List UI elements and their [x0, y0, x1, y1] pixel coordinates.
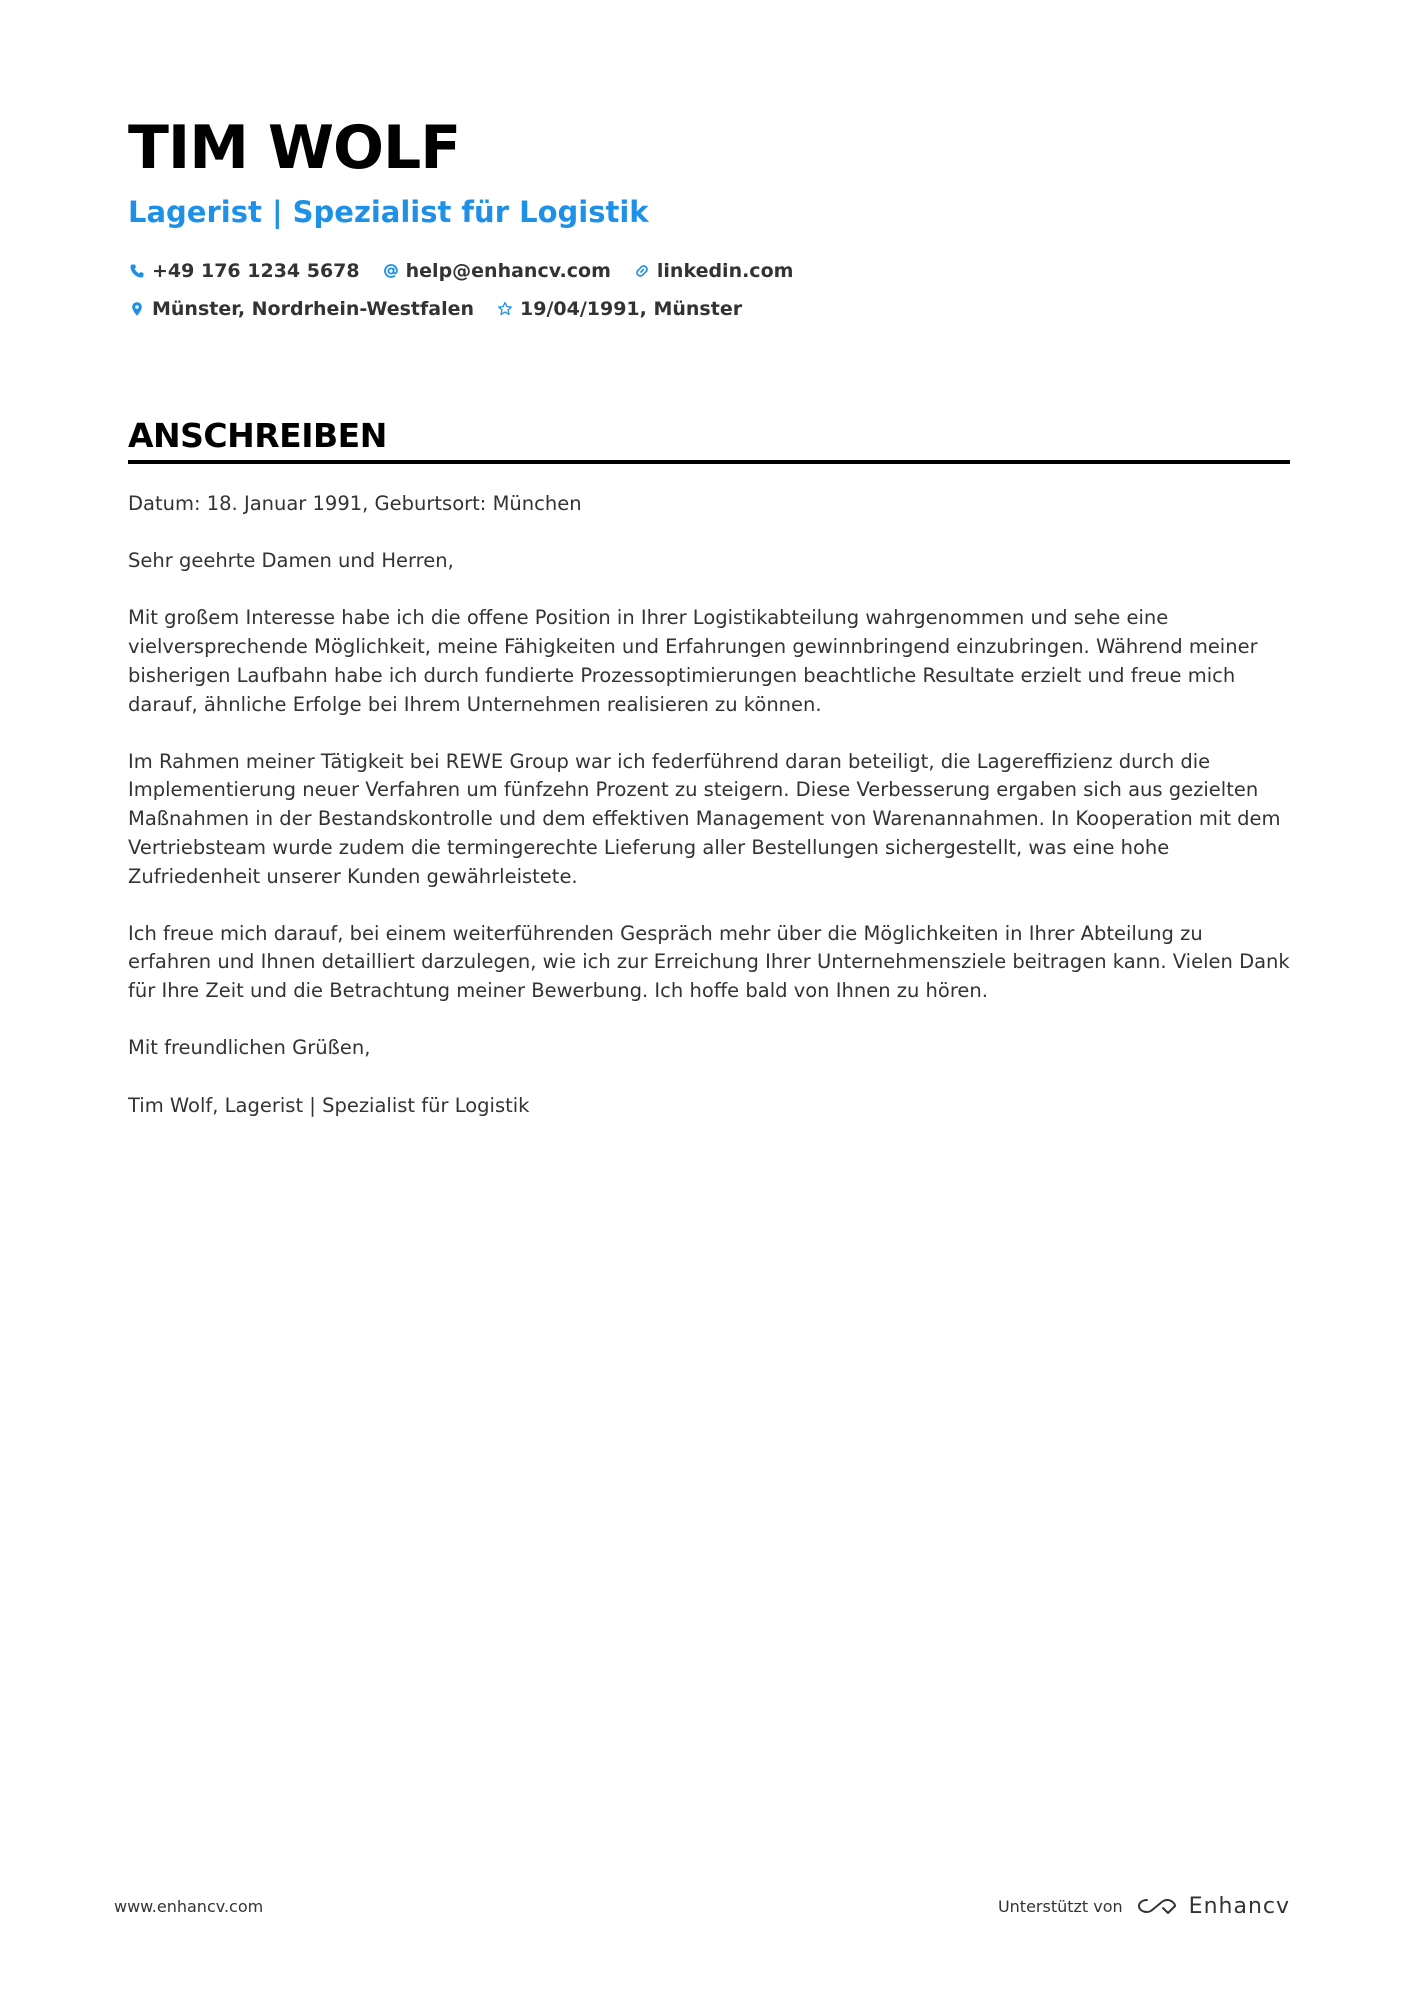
contact-email[interactable]: [382, 252, 611, 290]
star-icon: [496, 300, 514, 318]
job-title: Lagerist | Spezialist für Logistik: [128, 195, 649, 229]
footer: [114, 1886, 1290, 1926]
contact-linkedin[interactable]: [633, 252, 794, 290]
letter-body: [128, 490, 1290, 1120]
link-icon: [633, 262, 651, 280]
closing: Mit freundlichen Grüßen,: [128, 1036, 371, 1060]
phone-icon: [128, 262, 146, 280]
powered-by-text: Unterstützt von: [997, 1896, 1123, 1916]
brand-name: Enhancv: [1188, 1893, 1290, 1919]
contact-location: [128, 290, 474, 328]
footer-url[interactable]: www.enhancv.com: [114, 1897, 264, 1916]
contact-list: [128, 252, 1128, 328]
contact-phone: [128, 252, 360, 290]
at-icon: [382, 262, 400, 280]
salutation: Sehr geehrte Damen und Herren,: [128, 549, 454, 573]
date-line: Datum: 18. Januar 1991, Geburtsort: München: [128, 492, 582, 515]
cover-letter-page: [128, 108, 1290, 1149]
contact-phone-text: +49 176 1234 5678: [152, 260, 360, 282]
contact-linkedin-text: linkedin.com: [656, 260, 794, 282]
signature: Tim Wolf, Lagerist | Spezialist für Logistik: [128, 1093, 530, 1117]
contact-location-text: Münster, Nordrhein-Westfalen: [152, 298, 474, 320]
section-heading: ANSCHREIBEN: [128, 416, 387, 455]
footer-brand: [998, 1886, 1290, 1926]
contact-birth-text: 19/04/1991, Münster: [520, 298, 743, 320]
section-divider: [128, 460, 1290, 464]
enhancv-logo-icon: [1135, 1894, 1179, 1918]
candidate-name: TIM WOLF: [128, 113, 461, 183]
location-pin-icon: [128, 300, 146, 318]
contact-email-text: help@enhancv.com: [405, 260, 611, 282]
letter-paragraph: Im Rahmen meiner Tätigkeit bei REWE Group war ich federführend daran beteiligt, die Lagereffizienz durch die Implementierung neuer Verfahren um fünfzehn Prozent zu steigern. Diese Verbesserung ergaben sich aus gezielten Maßnahmen in der Bestandskontrolle und dem effektiven Management von Warenannahmen. In Kooperation mit dem Vertriebsteam wurde zudem die termingerechte Lieferung aller Bestellungen sichergestellt, was eine hohe Zufriedenheit unserer Kunden gewährleistete.: [128, 749, 1281, 888]
letter-paragraph: Mit großem Interesse habe ich die offene Position in Ihrer Logistikabteilung wahrgenommen und sehe eine vielversprechende Möglichkeit, meine Fähigkeiten und Erfahrungen gewinnbringend einzubringen. Während meiner bisherigen Laufbahn habe ich durch fundierte Prozessoptimierungen beachtliche Resultate erzielt und freue mich darauf, ähnliche Erfolge bei Ihrem Unternehmen realisieren zu können.: [128, 606, 1258, 716]
contact-birth: [496, 290, 742, 328]
letter-paragraph: Ich freue mich darauf, bei einem weiterführenden Gespräch mehr über die Möglichkeiten in Ihrer Abteilung zu erfahren und Ihnen detailliert darzulegen, wie ich zur Erreichung Ihrer Unternehmensziele beitragen kann. Vielen Dank für Ihre Zeit und die Betrachtung meiner Bewerbung. Ich hoffe bald von Ihnen zu hören.: [128, 921, 1290, 1003]
